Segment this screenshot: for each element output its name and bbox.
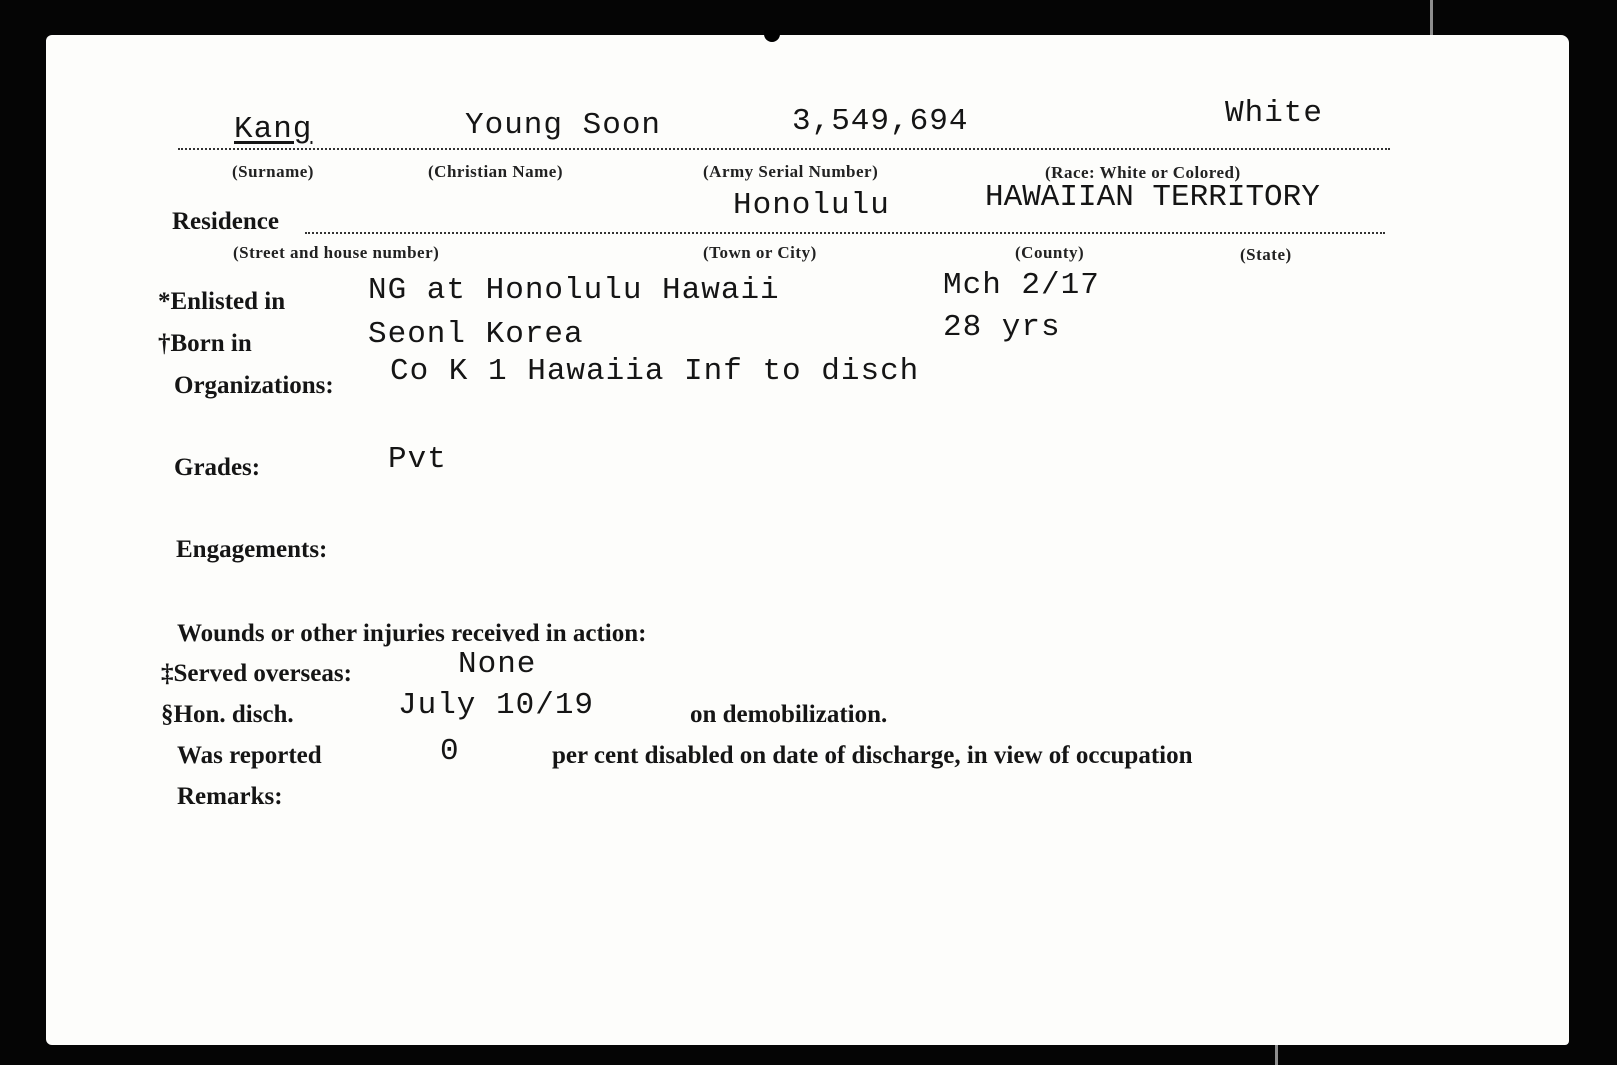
remarks-label: Remarks:: [177, 783, 283, 810]
discharge-date-value: July 10/19: [398, 688, 595, 723]
overseas-label: ‡Served overseas:: [161, 660, 352, 687]
edge-mark: [1430, 0, 1433, 36]
serial-caption: (Army Serial Number): [703, 162, 879, 181]
grades-value: Pvt: [388, 442, 447, 477]
dotted-line: [305, 232, 1385, 234]
christian-name-value: Young Soon: [465, 108, 662, 143]
surname-caption: (Surname): [232, 162, 314, 181]
race-caption: (Race: White or Colored): [1045, 163, 1241, 182]
engagements-label: Engagements:: [176, 536, 328, 563]
organizations-value: Co K 1 Hawaiia Inf to disch: [390, 354, 920, 389]
born-label: †Born in: [158, 330, 252, 357]
edge-mark: [1275, 1040, 1278, 1065]
organizations-label: Organizations:: [174, 372, 334, 399]
state-caption: (State): [1240, 245, 1292, 264]
born-value: Seonl Korea: [368, 317, 584, 352]
grades-label: Grades:: [174, 454, 261, 481]
christian-name-caption: (Christian Name): [428, 162, 564, 181]
overseas-value: None: [458, 647, 537, 682]
serial-number-value: 3,549,694: [792, 104, 969, 139]
dotted-line: [178, 148, 1390, 150]
discharge-label: §Hon. disch.: [161, 701, 294, 728]
enlisted-value: NG at Honolulu Hawaii: [368, 273, 780, 308]
residence-town-value: Honolulu: [733, 188, 890, 223]
race-value: White: [1225, 96, 1324, 131]
disabled-percent-value: 0: [440, 734, 460, 769]
enlisted-label: *Enlisted in: [158, 288, 286, 315]
street-caption: (Street and house number): [233, 243, 440, 262]
disabled-label: Was reported: [177, 742, 322, 769]
disabled-suffix: per cent disabled on date of discharge, in view of occupation: [552, 742, 1193, 769]
wounds-label: Wounds or other injuries received in action:: [177, 620, 647, 647]
residence-label: Residence: [172, 208, 279, 235]
surname-value: Kang: [234, 112, 313, 147]
residence-territory-value: HAWAIIAN TERRITORY: [985, 180, 1320, 215]
discharge-suffix: on demobilization.: [690, 701, 888, 728]
enlisted-date-value: Mch 2/17: [943, 268, 1100, 303]
county-caption: (County): [1015, 243, 1085, 262]
town-caption: (Town or City): [703, 243, 817, 262]
age-value: 28 yrs: [943, 310, 1061, 345]
